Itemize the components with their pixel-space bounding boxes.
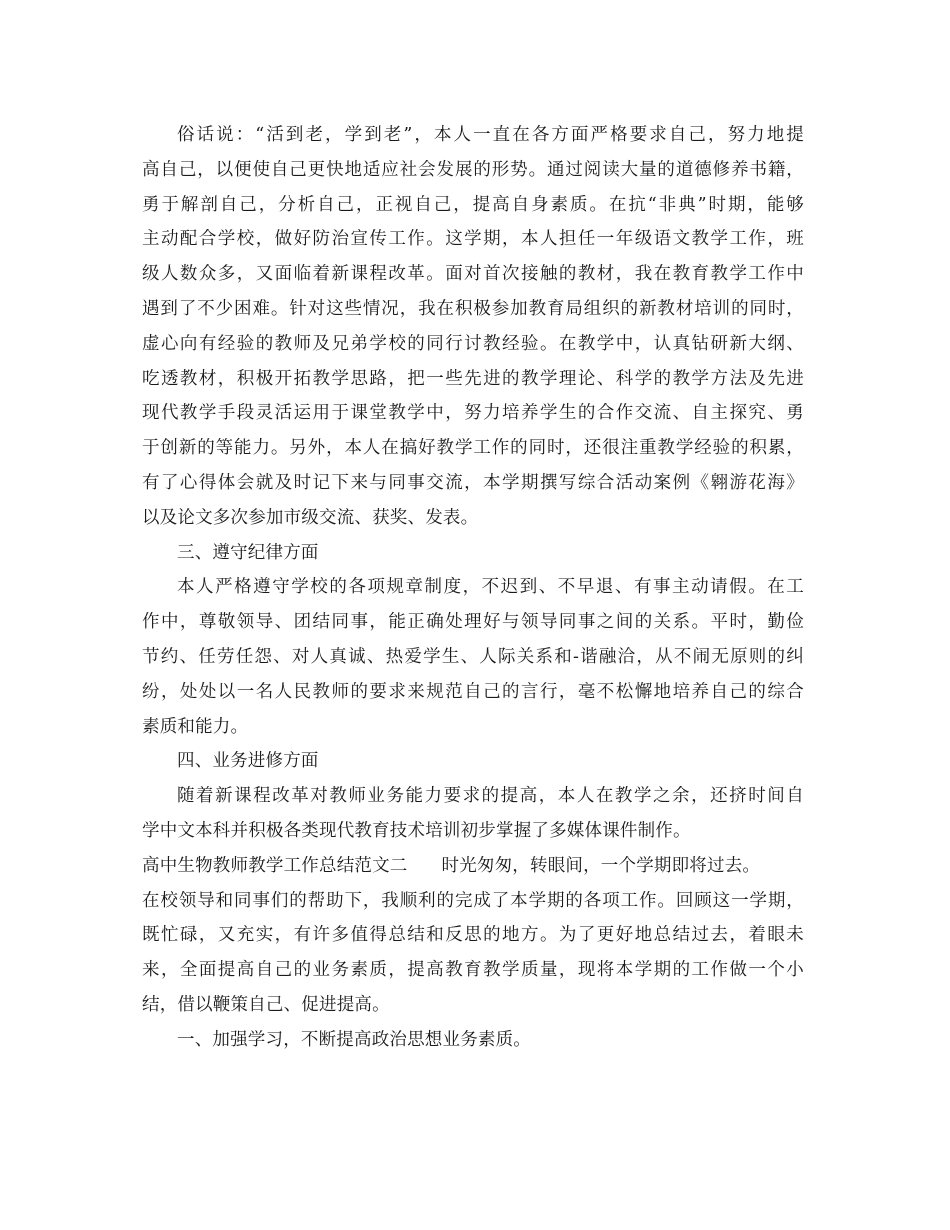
paragraph-line: 虚心向有经验的教师及兄弟学校的同行讨教经验。在教学中，认真钻研新大纲、 [142, 333, 804, 354]
paragraph-line: 来，全面提高自己的业务素质，提高教育教学质量，现将本学期的工作做一个小 [142, 960, 804, 981]
section-heading-4: 四、业务进修方面 [177, 751, 319, 772]
paragraph-line: 学中文本科并积极各类现代教育技术培训初步掌握了多媒体课件制作。 [142, 820, 691, 841]
paragraph-line: 级人数众多，又面临着新课程改革。面对首次接触的教材，我在教育教学工作中 [142, 264, 804, 285]
paragraph-line: 节约、任劳任怨、对人真诚、热爱学生、人际关系和-谐融洽，从不闹无原则的纠 [142, 646, 804, 667]
paragraph-line: 作中，尊敬领导、团结同事，能正确处理好与领导同事之间的关系。平时，勤俭 [142, 612, 804, 633]
paragraph-line: 于创新的等能力。另外，本人在搞好教学工作的同时，还很注重教学经验的积累， [142, 438, 804, 459]
article-title-line [142, 849, 804, 884]
paragraph-line: 主动配合学校，做好防治宣传工作。这学期，本人担任一年级语文教学工作，班 [142, 229, 804, 250]
section-heading-3: 三、遵守纪律方面 [177, 542, 319, 563]
paragraph-line: 现代教学手段灵活运用于课堂教学中，努力培养学生的合作交流、自主探究、勇 [142, 403, 804, 424]
paragraph-line: 在校领导和同事们的帮助下，我顺利的完成了本学期的各项工作。回顾这一学期， [142, 890, 804, 911]
paragraph-line: 素质和能力。 [142, 716, 249, 737]
paragraph-line: 有了心得体会就及时记下来与同事交流，本学期撰写综合活动案例《翱游花海》 [142, 472, 804, 493]
section-heading-1: 一、加强学习，不断提高政治思想业务素质。 [177, 1029, 531, 1050]
paragraph-line: 结，借以鞭策自己、促进提高。 [142, 994, 390, 1015]
paragraph-line: 纷，处处以一名人民教师的要求来规范自己的言行，毫不松懈地培养自己的综合 [142, 681, 804, 702]
paragraph-line: 随着新课程改革对教师业务能力要求的提高，本人在教学之余，还挤时间自 [177, 786, 804, 807]
paragraph-line: 吃透教材，积极开拓教学思路，把一些先进的教学理论、科学的教学方法及先进 [142, 368, 804, 389]
article-title: 高中生物教师教学工作总结范文二 [142, 855, 408, 876]
paragraph-line: 遇到了不少困难。针对这些情况，我在积极参加教育局组织的新教材培训的同时， [142, 298, 804, 319]
paragraph-line: 以及论文多次参加市级交流、获奖、发表。 [142, 507, 479, 528]
paragraph-line: 本人严格遵守学校的各项规章制度，不迟到、不早退、有事主动请假。在工 [177, 577, 804, 598]
paragraph-line: 既忙碌，又充实，有许多值得总结和反思的地方。为了更好地总结过去，着眼未 [142, 925, 804, 946]
paragraph-line: 勇于解剖自己，分析自己，正视自己，提高自身素质。在抗“非典”时期，能够 [142, 194, 804, 215]
paragraph-line: 高自己，以便使自己更快地适应社会发展的形势。通过阅读大量的道德修养书籍， [142, 159, 804, 180]
paragraph-line: 俗话说：“活到老，学到老”，本人一直在各方面严格要求自己，努力地提 [177, 125, 804, 145]
article-intro: 时光匆匆，转眼间，一个学期即将过去。 [441, 855, 761, 876]
document-page [142, 118, 804, 1058]
